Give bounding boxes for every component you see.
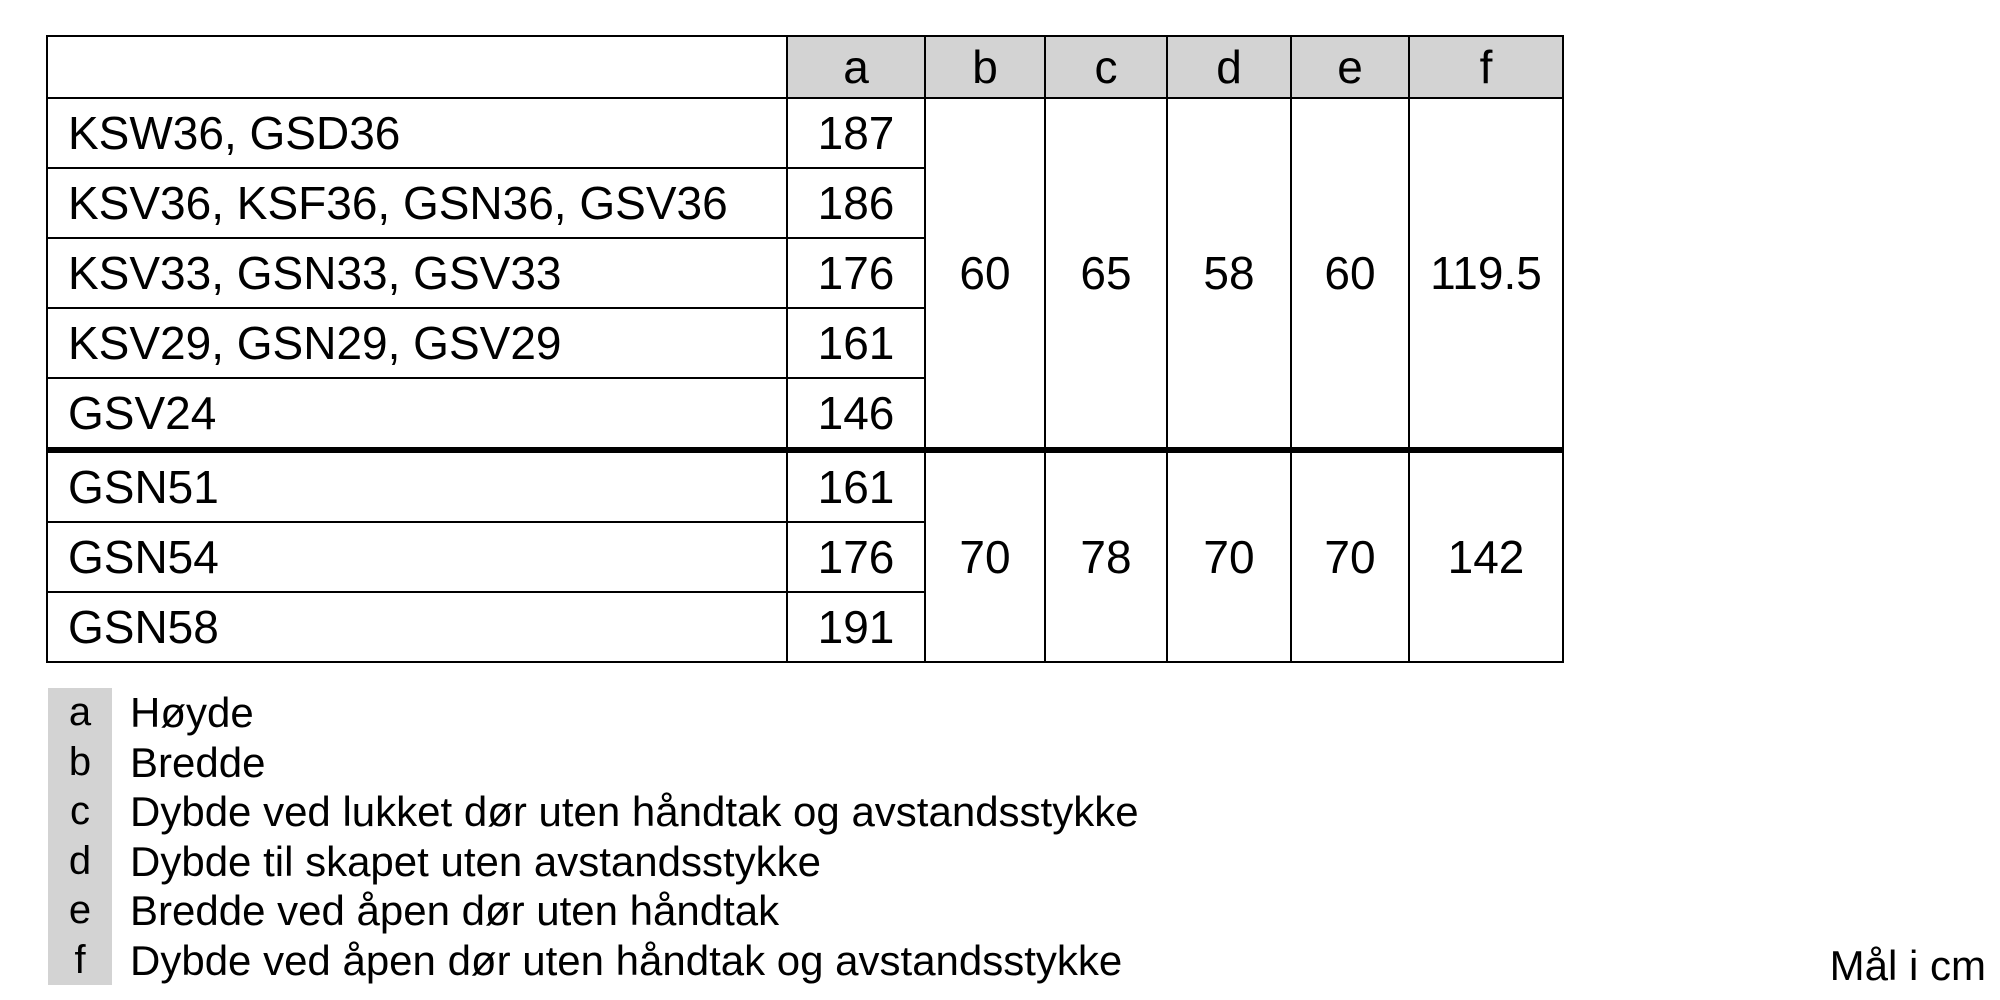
model-cell: GSN51 (47, 450, 787, 522)
depth-closed-cell: 65 (1045, 98, 1167, 450)
header-c: c (1045, 36, 1167, 98)
legend-item (48, 886, 1139, 936)
header-b: b (925, 36, 1045, 98)
legend (48, 688, 1139, 985)
header-corner (47, 36, 787, 98)
legend-text: Bredde ved åpen dør uten håndtak (130, 887, 780, 934)
model-cell: GSV24 (47, 378, 787, 450)
height-cell: 187 (787, 98, 925, 168)
header-a: a (787, 36, 925, 98)
height-cell: 176 (787, 238, 925, 308)
legend-key: e (48, 886, 112, 936)
header-row (47, 36, 1563, 98)
legend-key: f (48, 936, 112, 986)
legend-text: Høyde (130, 689, 254, 736)
unit-note: Mål i cm (1829, 942, 1986, 989)
legend-item (48, 738, 1139, 788)
height-cell: 146 (787, 378, 925, 450)
legend-key: b (48, 738, 112, 788)
legend-text: Dybde til skapet uten avstandsstykke (130, 837, 822, 885)
legend-key: a (48, 688, 112, 738)
header-f: f (1409, 36, 1563, 98)
table-row (47, 450, 1563, 522)
legend-text: Dybde ved lukket dør uten håndtak og avstandsstykke (130, 788, 1139, 835)
width-cell: 60 (925, 98, 1045, 450)
height-cell: 186 (787, 168, 925, 238)
width-open-cell: 60 (1291, 98, 1409, 450)
height-cell: 191 (787, 592, 925, 662)
legend-text: Dybde ved åpen dør uten håndtak og avstandsstykke (130, 936, 1123, 984)
height-cell: 161 (787, 450, 925, 522)
depth-open-cell: 119.5 (1409, 98, 1563, 450)
model-cell: GSN54 (47, 522, 787, 592)
legend-key: d (48, 837, 112, 887)
model-cell: KSV36, KSF36, GSN36, GSV36 (47, 168, 787, 238)
depth-open-cell: 142 (1409, 450, 1563, 662)
width-cell: 70 (925, 450, 1045, 662)
depth-cabinet-cell: 58 (1167, 98, 1291, 450)
legend-item (48, 787, 1139, 837)
model-cell: KSV33, GSN33, GSV33 (47, 238, 787, 308)
header-e: e (1291, 36, 1409, 98)
header-d: d (1167, 36, 1291, 98)
dimensions-table (46, 35, 1564, 663)
width-open-cell: 70 (1291, 450, 1409, 662)
model-cell: GSN58 (47, 592, 787, 662)
legend-item (48, 837, 1139, 887)
depth-closed-cell: 78 (1045, 450, 1167, 662)
legend-item (48, 688, 1139, 738)
legend-key: c (48, 787, 112, 837)
depth-cabinet-cell: 70 (1167, 450, 1291, 662)
table-row (47, 98, 1563, 168)
legend-item (48, 936, 1139, 986)
model-cell: KSV29, GSN29, GSV29 (47, 308, 787, 378)
height-cell: 161 (787, 308, 925, 378)
legend-text: Bredde (130, 738, 266, 786)
model-cell: KSW36, GSD36 (47, 98, 787, 168)
height-cell: 176 (787, 522, 925, 592)
